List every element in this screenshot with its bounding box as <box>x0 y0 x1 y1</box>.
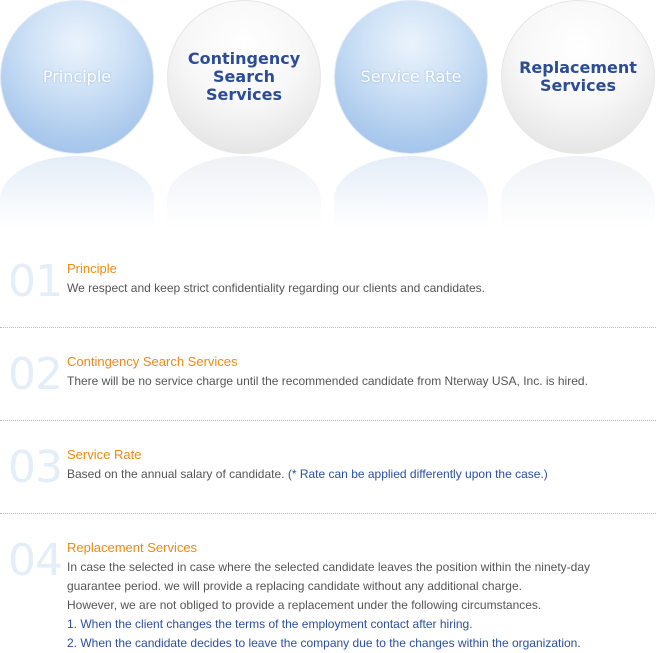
circle-contingency-wrap[interactable] <box>167 0 323 230</box>
circle-replacement-wrap[interactable] <box>501 0 656 230</box>
section-number: 01 <box>8 256 62 307</box>
circle-principle-wrap[interactable] <box>0 0 156 230</box>
list-item: 2. When the candidate decides to leave the company due to the changes within the organization. <box>67 636 581 650</box>
section-body <box>67 465 642 484</box>
circle-reflection <box>334 156 488 228</box>
section-body: There will be no service charge until the recommended candidate from Nterway USA, Inc. is hired. <box>67 374 588 388</box>
section-title: Service Rate <box>67 447 142 462</box>
circle-label: Replacement Services <box>519 58 637 95</box>
body-line: However, we are not obliged to provide a replacement under the following circumstances. <box>67 598 542 612</box>
section-title: Contingency Search Services <box>67 354 238 369</box>
section-number: 02 <box>8 349 62 400</box>
service-circles <box>0 0 656 230</box>
circle-reflection <box>501 156 655 228</box>
body-line: In case the selected in case where the selected candidate leaves the position within the ninety-day <box>67 560 590 574</box>
section-number: 04 <box>8 535 62 586</box>
section-title: Replacement Services <box>67 540 198 555</box>
divider <box>0 327 656 328</box>
circle-service-rate[interactable] <box>334 0 488 154</box>
section-number: 03 <box>8 442 62 493</box>
section-title: Principle <box>67 261 117 276</box>
circle-reflection <box>167 156 321 228</box>
divider <box>0 513 656 514</box>
circle-reflection <box>0 156 154 228</box>
section-body <box>67 558 642 653</box>
section-body-text: Based on the annual salary of candidate. <box>67 467 288 481</box>
circle-service-rate-wrap[interactable] <box>334 0 490 230</box>
list-item: 1. When the client changes the terms of the employment contact after hiring. <box>67 617 473 631</box>
body-line: guarantee period. we will provide a replacing candidate without any additional charge. <box>67 579 522 593</box>
circle-replacement-services[interactable] <box>501 0 655 154</box>
rate-note: (* Rate can be applied differently upon the case.) <box>287 467 548 481</box>
divider <box>0 420 656 421</box>
circle-principle[interactable] <box>0 0 154 154</box>
circle-label: Contingency Search Services <box>187 49 301 104</box>
section-body: We respect and keep strict confidentiality regarding our clients and candidates. <box>67 281 486 295</box>
circle-label: Principle <box>42 67 112 86</box>
circle-contingency-search-services[interactable] <box>167 0 321 154</box>
circle-label: Service Rate <box>360 67 462 86</box>
